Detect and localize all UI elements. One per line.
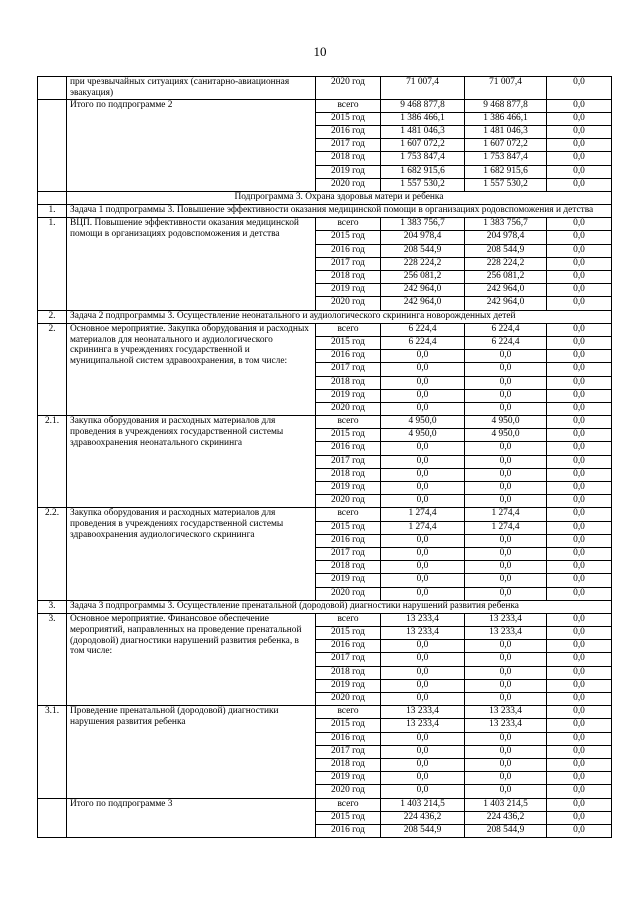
total-value-cell: 0,0: [381, 534, 465, 547]
period-cell: 2015 год: [316, 336, 381, 349]
budget-value-cell: 1 481 046,3: [465, 125, 547, 138]
total-value-cell: 0,0: [381, 376, 465, 389]
period-cell: 2017 год: [316, 745, 381, 758]
period-cell: всего: [316, 706, 381, 719]
budget-value-cell: 0,0: [465, 534, 547, 547]
budget-value-cell: 1 607 072,2: [465, 139, 547, 152]
other-value-cell: 0,0: [547, 363, 612, 376]
row-description: ВЦП. Повышение эффективности оказания медицинской помощи в организациях родовспоможения и детства: [67, 218, 316, 310]
budget-value-cell: 1 403 214,5: [465, 798, 547, 811]
other-value-cell: 0,0: [547, 99, 612, 112]
total-value-cell: 1 383 756,7: [381, 218, 465, 231]
subprogram-header-row: [38, 191, 612, 204]
total-value-cell: 0,0: [381, 402, 465, 415]
period-cell: 2020 год: [316, 693, 381, 706]
period-cell: 2016 год: [316, 640, 381, 653]
period-cell: 2018 год: [316, 561, 381, 574]
row-number: 2.1.: [38, 416, 67, 508]
period-cell: 2016 год: [316, 244, 381, 257]
other-value-cell: 0,0: [547, 495, 612, 508]
other-value-cell: 0,0: [547, 323, 612, 336]
page-number: 10: [313, 44, 327, 59]
other-value-cell: 0,0: [547, 271, 612, 284]
other-value-cell: 0,0: [547, 745, 612, 758]
period-cell: 2018 год: [316, 666, 381, 679]
other-value-cell: 0,0: [547, 719, 612, 732]
total-value-cell: 0,0: [381, 745, 465, 758]
total-value-cell: 242 964,0: [381, 297, 465, 310]
total-value-cell: 4 950,0: [381, 429, 465, 442]
table-row: [38, 706, 612, 719]
budget-value-cell: 0,0: [465, 679, 547, 692]
period-cell: 2016 год: [316, 732, 381, 745]
other-value-cell: 0,0: [547, 139, 612, 152]
period-cell: всего: [316, 99, 381, 112]
other-value-cell: 0,0: [547, 547, 612, 560]
period-cell: 2015 год: [316, 231, 381, 244]
budget-value-cell: 0,0: [465, 495, 547, 508]
budget-value-cell: 208 544,9: [465, 244, 547, 257]
budget-value-cell: 0,0: [465, 547, 547, 560]
period-cell: 2019 год: [316, 574, 381, 587]
period-cell: 2018 год: [316, 468, 381, 481]
total-value-cell: 0,0: [381, 679, 465, 692]
other-value-cell: 0,0: [547, 442, 612, 455]
budget-value-cell: 0,0: [465, 574, 547, 587]
other-value-cell: 0,0: [547, 627, 612, 640]
period-cell: всего: [316, 798, 381, 811]
total-value-cell: 208 544,9: [381, 824, 465, 837]
other-value-cell: 0,0: [547, 824, 612, 837]
budget-value-cell: 6 224,4: [465, 336, 547, 349]
table-row: [38, 323, 612, 336]
period-cell: 2015 год: [316, 627, 381, 640]
period-cell: всего: [316, 218, 381, 231]
budget-value-cell: 13 233,4: [465, 706, 547, 719]
total-value-cell: 1 607 072,2: [381, 139, 465, 152]
budget-value-cell: 1 383 756,7: [465, 218, 547, 231]
period-cell: 2020 год: [316, 178, 381, 191]
row-number: [38, 99, 67, 191]
period-cell: 2020 год: [316, 297, 381, 310]
other-value-cell: 0,0: [547, 350, 612, 363]
budget-value-cell: 0,0: [465, 455, 547, 468]
period-cell: 2020 год: [316, 785, 381, 798]
other-value-cell: 0,0: [547, 534, 612, 547]
table-row: [38, 218, 612, 231]
table-row: [38, 416, 612, 429]
other-value-cell: 0,0: [547, 455, 612, 468]
budget-value-cell: 9 468 877,8: [465, 99, 547, 112]
budget-value-cell: 71 007,4: [465, 77, 547, 100]
task-title: Задача 1 подпрограммы 3. Повышение эффективности оказания медицинской помощи в организациях родовспоможения и детства: [67, 205, 612, 218]
other-value-cell: 0,0: [547, 679, 612, 692]
budget-value-cell: 13 233,4: [465, 613, 547, 626]
budget-value-cell: 0,0: [465, 745, 547, 758]
budget-value-cell: 1 753 847,4: [465, 152, 547, 165]
budget-table: [37, 76, 612, 838]
budget-value-cell: 0,0: [465, 653, 547, 666]
other-value-cell: 0,0: [547, 218, 612, 231]
total-value-cell: 1 386 466,1: [381, 112, 465, 125]
other-value-cell: 0,0: [547, 336, 612, 349]
total-value-cell: 0,0: [381, 495, 465, 508]
other-value-cell: 0,0: [547, 666, 612, 679]
budget-value-cell: 0,0: [465, 640, 547, 653]
budget-value-cell: 0,0: [465, 468, 547, 481]
budget-value-cell: 0,0: [465, 376, 547, 389]
budget-value-cell: 0,0: [465, 666, 547, 679]
period-cell: 2019 год: [316, 482, 381, 495]
row-number: 3.1.: [38, 706, 67, 798]
total-value-cell: 0,0: [381, 666, 465, 679]
task-number: 2.: [38, 310, 67, 323]
period-cell: 2016 год: [316, 442, 381, 455]
total-value-cell: 0,0: [381, 640, 465, 653]
table-row: [38, 613, 612, 626]
total-value-cell: 1 682 915,6: [381, 165, 465, 178]
other-value-cell: 0,0: [547, 561, 612, 574]
other-value-cell: 0,0: [547, 125, 612, 138]
other-value-cell: 0,0: [547, 574, 612, 587]
table-row: [38, 508, 612, 521]
total-value-cell: 208 544,9: [381, 244, 465, 257]
table-row: [38, 99, 612, 112]
total-value-cell: 13 233,4: [381, 613, 465, 626]
period-cell: 2020 год: [316, 495, 381, 508]
period-cell: 2017 год: [316, 139, 381, 152]
total-value-cell: 13 233,4: [381, 719, 465, 732]
period-cell: 2017 год: [316, 547, 381, 560]
total-value-cell: 4 950,0: [381, 416, 465, 429]
other-value-cell: 0,0: [547, 798, 612, 811]
period-cell: всего: [316, 323, 381, 336]
period-cell: 2018 год: [316, 376, 381, 389]
total-value-cell: 0,0: [381, 785, 465, 798]
period-cell: 2016 год: [316, 534, 381, 547]
period-cell: 2018 год: [316, 271, 381, 284]
row-description: Закупка оборудования и расходных материалов для проведения в учреждениях государственной системы здравоохранения аудиологического скрининга: [67, 508, 316, 600]
period-cell: всего: [316, 508, 381, 521]
row-number: 2.: [38, 323, 67, 415]
period-cell: 2017 год: [316, 455, 381, 468]
budget-value-cell: 13 233,4: [465, 719, 547, 732]
other-value-cell: 0,0: [547, 257, 612, 270]
row-description: Основное мероприятие. Закупка оборудования и расходных материалов для неонатального и аудиологического скрининга в учреждениях государственной и муниципальной систем здравоохранения, в том числе:: [67, 323, 316, 415]
row-number: [38, 77, 67, 100]
other-value-cell: 0,0: [547, 613, 612, 626]
table-row: [38, 798, 612, 811]
task-number: 3.: [38, 600, 67, 613]
budget-value-cell: 0,0: [465, 732, 547, 745]
task-row: [38, 205, 612, 218]
total-value-cell: 1 274,4: [381, 508, 465, 521]
total-value-cell: 224 436,2: [381, 811, 465, 824]
budget-value-cell: 256 081,2: [465, 271, 547, 284]
budget-value-cell: 1 682 915,6: [465, 165, 547, 178]
budget-value-cell: 242 964,0: [465, 297, 547, 310]
period-cell: 2020 год: [316, 77, 381, 100]
period-cell: 2016 год: [316, 824, 381, 837]
total-value-cell: 0,0: [381, 653, 465, 666]
period-cell: 2017 год: [316, 363, 381, 376]
other-value-cell: 0,0: [547, 112, 612, 125]
total-value-cell: 0,0: [381, 350, 465, 363]
other-value-cell: 0,0: [547, 587, 612, 600]
other-value-cell: 0,0: [547, 732, 612, 745]
other-value-cell: 0,0: [547, 785, 612, 798]
budget-value-cell: 0,0: [465, 785, 547, 798]
row-description: Итого по подпрограмме 3: [67, 798, 316, 838]
row-description: Закупка оборудования и расходных материалов для проведения в учреждениях государственной системы здравоохранения неонатального скрининга: [67, 416, 316, 508]
period-cell: 2020 год: [316, 402, 381, 415]
other-value-cell: 0,0: [547, 389, 612, 402]
period-cell: 2019 год: [316, 389, 381, 402]
period-cell: 2019 год: [316, 165, 381, 178]
budget-value-cell: 208 544,9: [465, 824, 547, 837]
period-cell: 2015 год: [316, 521, 381, 534]
table-row: [38, 77, 612, 100]
period-cell: всего: [316, 613, 381, 626]
budget-value-cell: 224 436,2: [465, 811, 547, 824]
total-value-cell: 0,0: [381, 389, 465, 402]
budget-value-cell: 228 224,2: [465, 257, 547, 270]
other-value-cell: 0,0: [547, 468, 612, 481]
task-row: [38, 600, 612, 613]
total-value-cell: 204 978,4: [381, 231, 465, 244]
period-cell: всего: [316, 416, 381, 429]
other-value-cell: 0,0: [547, 77, 612, 100]
total-value-cell: 0,0: [381, 363, 465, 376]
total-value-cell: 1 753 847,4: [381, 152, 465, 165]
total-value-cell: 0,0: [381, 468, 465, 481]
other-value-cell: 0,0: [547, 811, 612, 824]
task-title: Задача 2 подпрограммы 3. Осуществление неонатального и аудиологического скрининга новорожденных детей: [67, 310, 612, 323]
period-cell: 2015 год: [316, 811, 381, 824]
period-cell: 2018 год: [316, 758, 381, 771]
row-number: 3.: [38, 613, 67, 705]
total-value-cell: 1 274,4: [381, 521, 465, 534]
other-value-cell: 0,0: [547, 429, 612, 442]
period-cell: 2017 год: [316, 257, 381, 270]
total-value-cell: 0,0: [381, 455, 465, 468]
other-value-cell: 0,0: [547, 165, 612, 178]
budget-value-cell: 0,0: [465, 442, 547, 455]
total-value-cell: 13 233,4: [381, 706, 465, 719]
row-number: 2.2.: [38, 508, 67, 600]
total-value-cell: 228 224,2: [381, 257, 465, 270]
other-value-cell: 0,0: [547, 231, 612, 244]
total-value-cell: 0,0: [381, 732, 465, 745]
total-value-cell: 0,0: [381, 693, 465, 706]
other-value-cell: 0,0: [547, 653, 612, 666]
row-description: Основное мероприятие. Финансовое обеспечение мероприятий, направленных на проведение пренатальной (дородовой) диагностики нарушений развития ребенка, в том числе:: [67, 613, 316, 705]
period-cell: 2017 год: [316, 653, 381, 666]
budget-value-cell: 4 950,0: [465, 429, 547, 442]
total-value-cell: 242 964,0: [381, 284, 465, 297]
row-number: 1.: [38, 218, 67, 310]
other-value-cell: 0,0: [547, 706, 612, 719]
total-value-cell: 1 481 046,3: [381, 125, 465, 138]
total-value-cell: 256 081,2: [381, 271, 465, 284]
period-cell: 2019 год: [316, 284, 381, 297]
budget-value-cell: 0,0: [465, 561, 547, 574]
total-value-cell: 71 007,4: [381, 77, 465, 100]
other-value-cell: 0,0: [547, 284, 612, 297]
task-row: [38, 310, 612, 323]
total-value-cell: 0,0: [381, 561, 465, 574]
other-value-cell: 0,0: [547, 772, 612, 785]
period-cell: 2020 год: [316, 587, 381, 600]
subprogram-title: Подпрограмма 3. Охрана здоровья матери и ребенка: [67, 191, 612, 204]
budget-value-cell: 1 274,4: [465, 521, 547, 534]
task-number: 1.: [38, 205, 67, 218]
budget-value-cell: 0,0: [465, 402, 547, 415]
other-value-cell: 0,0: [547, 152, 612, 165]
other-value-cell: 0,0: [547, 376, 612, 389]
other-value-cell: 0,0: [547, 521, 612, 534]
budget-value-cell: 6 224,4: [465, 323, 547, 336]
budget-value-cell: 0,0: [465, 693, 547, 706]
budget-value-cell: 0,0: [465, 363, 547, 376]
row-number: [38, 798, 67, 838]
total-value-cell: 0,0: [381, 482, 465, 495]
other-value-cell: 0,0: [547, 693, 612, 706]
total-value-cell: 6 224,4: [381, 323, 465, 336]
total-value-cell: 0,0: [381, 574, 465, 587]
period-cell: 2019 год: [316, 772, 381, 785]
budget-value-cell: 1 386 466,1: [465, 112, 547, 125]
budget-value-cell: 1 557 530,2: [465, 178, 547, 191]
other-value-cell: 0,0: [547, 402, 612, 415]
other-value-cell: 0,0: [547, 482, 612, 495]
total-value-cell: 9 468 877,8: [381, 99, 465, 112]
total-value-cell: 0,0: [381, 772, 465, 785]
row-description: Итого по подпрограмме 2: [67, 99, 316, 191]
budget-value-cell: 0,0: [465, 389, 547, 402]
period-cell: 2015 год: [316, 429, 381, 442]
total-value-cell: 0,0: [381, 442, 465, 455]
budget-value-cell: 0,0: [465, 772, 547, 785]
total-value-cell: 0,0: [381, 587, 465, 600]
period-cell: 2016 год: [316, 125, 381, 138]
total-value-cell: 6 224,4: [381, 336, 465, 349]
other-value-cell: 0,0: [547, 508, 612, 521]
period-cell: 2016 год: [316, 350, 381, 363]
budget-value-cell: 13 233,4: [465, 627, 547, 640]
empty-cell: [38, 191, 67, 204]
budget-value-cell: 204 978,4: [465, 231, 547, 244]
period-cell: 2019 год: [316, 679, 381, 692]
other-value-cell: 0,0: [547, 758, 612, 771]
budget-value-cell: 0,0: [465, 482, 547, 495]
other-value-cell: 0,0: [547, 178, 612, 191]
period-cell: 2015 год: [316, 112, 381, 125]
other-value-cell: 0,0: [547, 416, 612, 429]
period-cell: 2018 год: [316, 152, 381, 165]
budget-table-body: [38, 77, 612, 838]
other-value-cell: 0,0: [547, 244, 612, 257]
row-description: при чрезвычайных ситуациях (санитарно-авиационная эвакуация): [67, 77, 316, 100]
budget-value-cell: 242 964,0: [465, 284, 547, 297]
total-value-cell: 1 403 214,5: [381, 798, 465, 811]
row-description: Проведение пренатальной (дородовой) диагностики нарушения развития ребенка: [67, 706, 316, 798]
period-cell: 2015 год: [316, 719, 381, 732]
total-value-cell: 13 233,4: [381, 627, 465, 640]
total-value-cell: 1 557 530,2: [381, 178, 465, 191]
other-value-cell: 0,0: [547, 640, 612, 653]
budget-value-cell: 4 950,0: [465, 416, 547, 429]
budget-value-cell: 0,0: [465, 758, 547, 771]
total-value-cell: 0,0: [381, 547, 465, 560]
total-value-cell: 0,0: [381, 758, 465, 771]
budget-value-cell: 1 274,4: [465, 508, 547, 521]
budget-value-cell: 0,0: [465, 350, 547, 363]
other-value-cell: 0,0: [547, 297, 612, 310]
budget-value-cell: 0,0: [465, 587, 547, 600]
task-title: Задача 3 подпрограммы 3. Осуществление пренатальной (дородовой) диагностики нарушений развития ребенка: [67, 600, 612, 613]
